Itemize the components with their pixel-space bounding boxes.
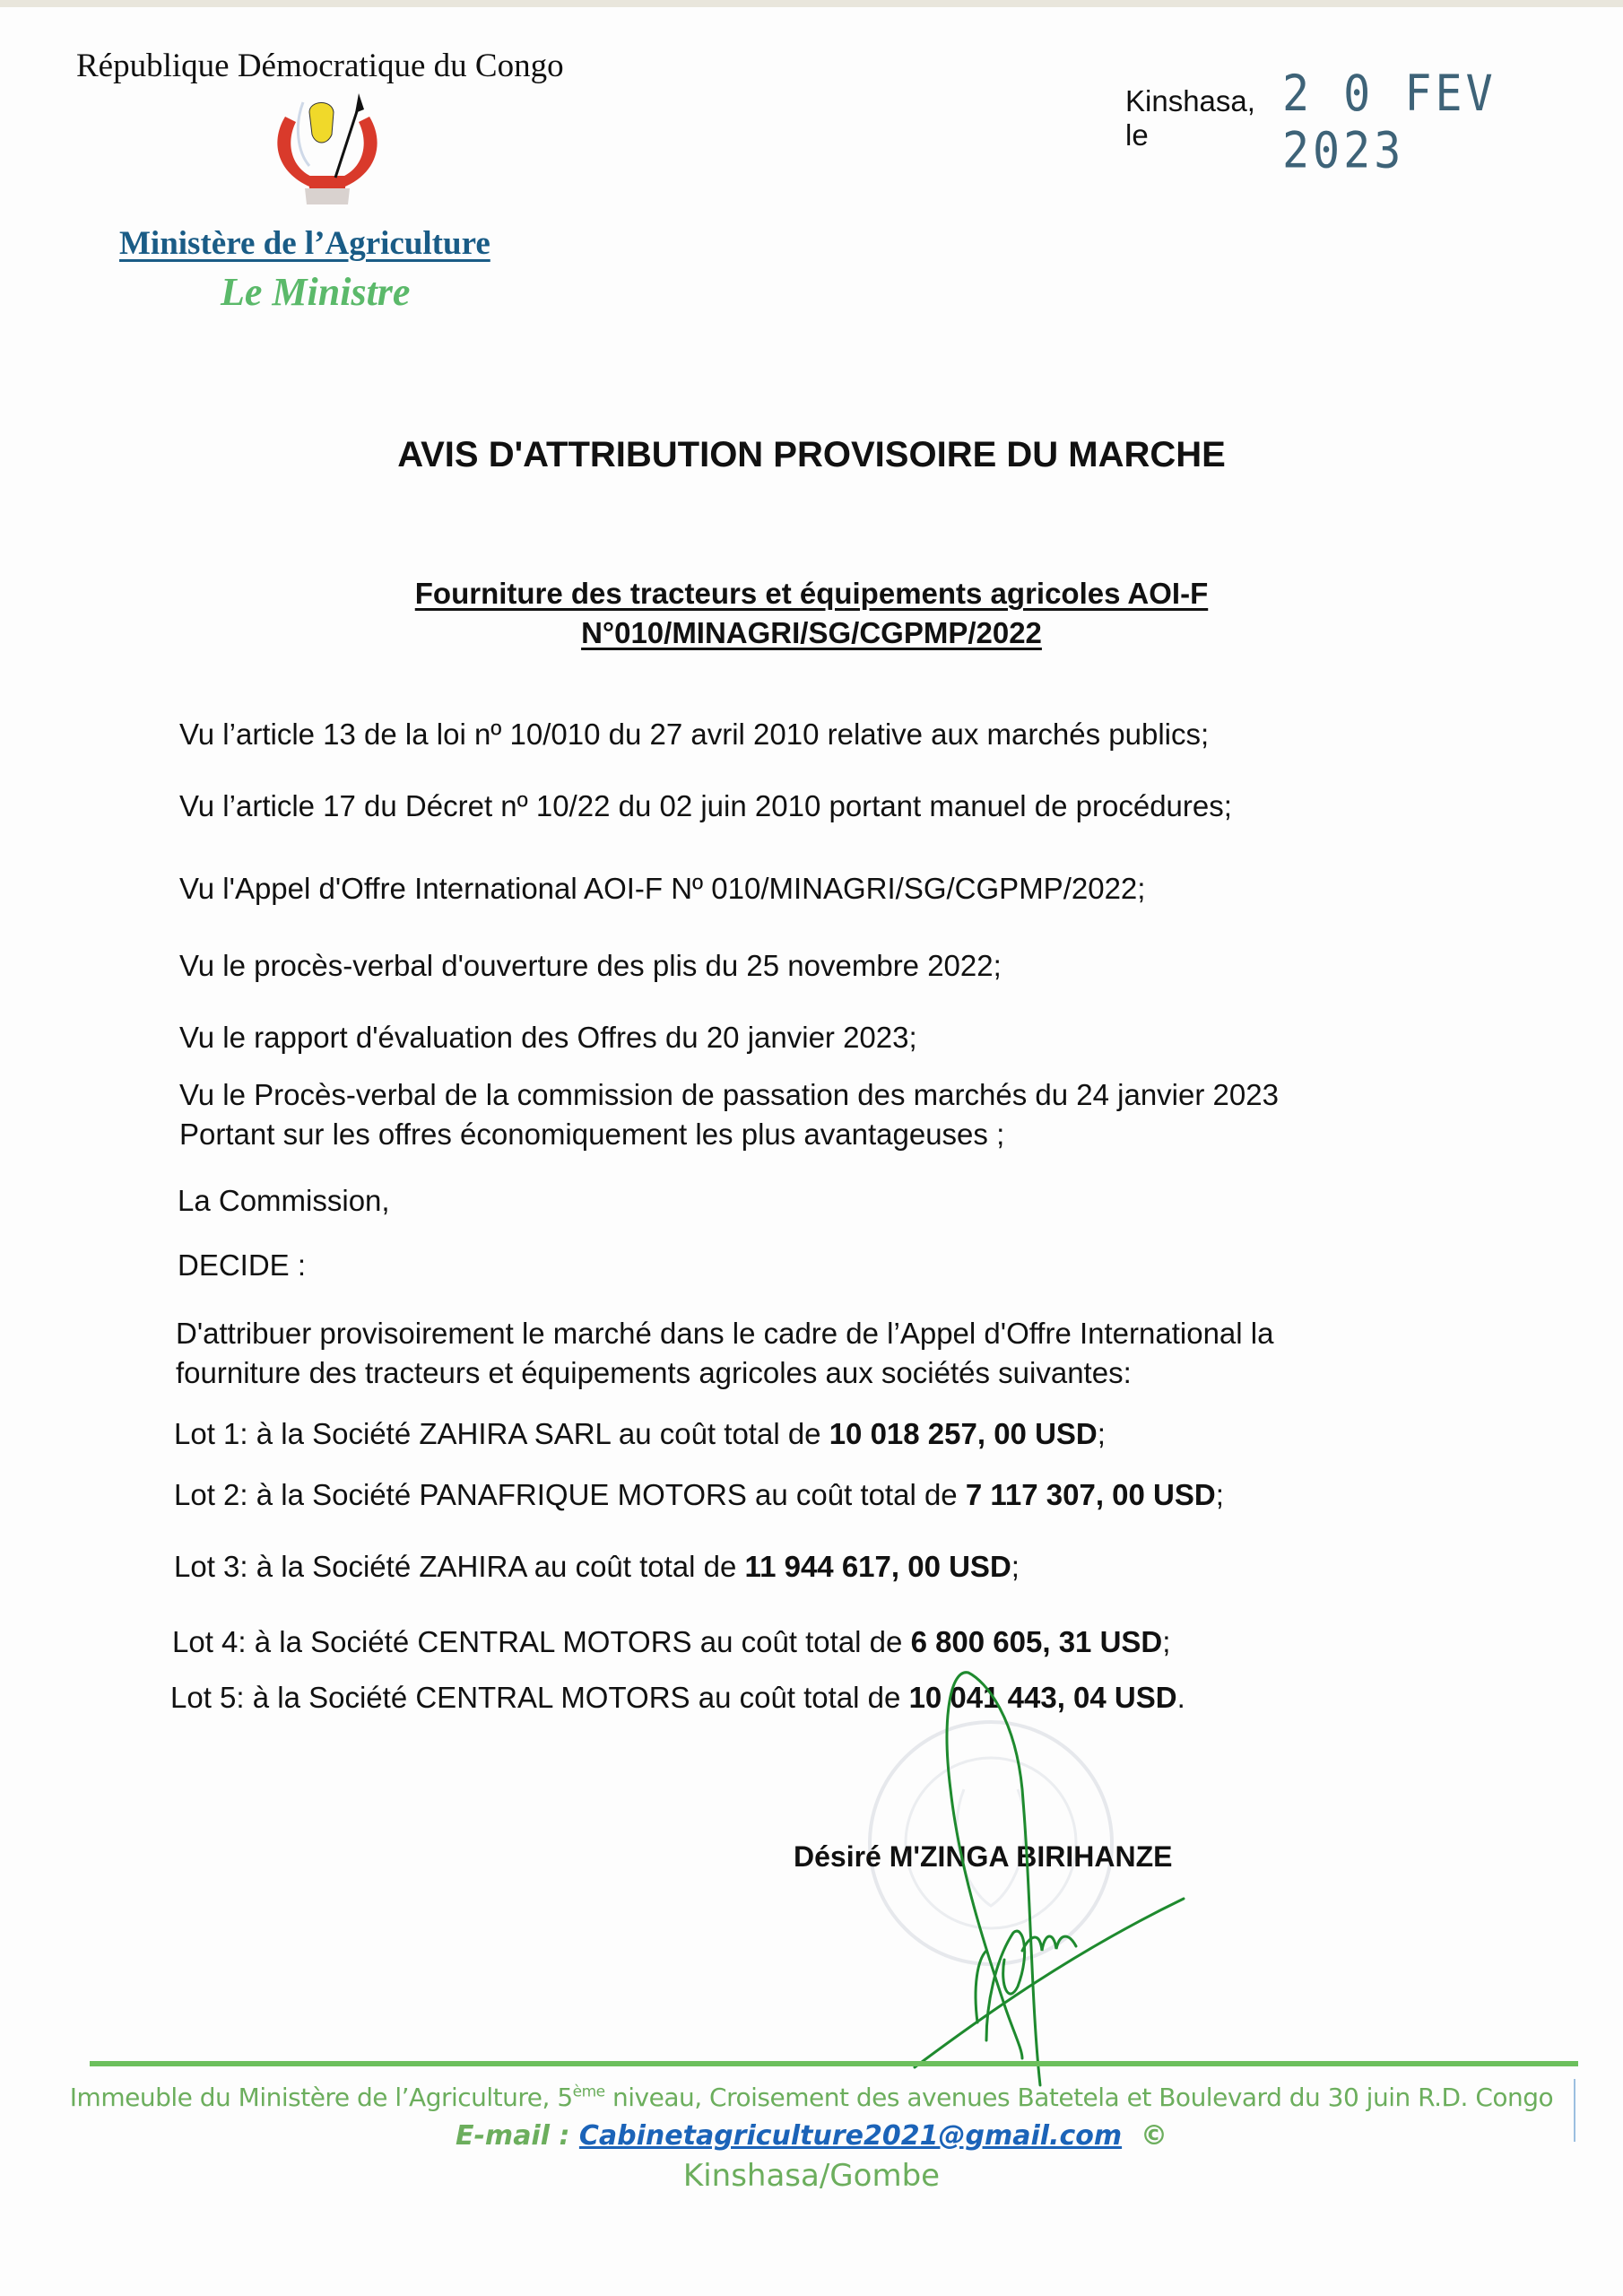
footer-email-line — [0, 2120, 1623, 2152]
lot-amount: 7 117 307, 00 USD — [965, 1478, 1216, 1511]
lot-amount: 6 800 605, 31 USD — [910, 1625, 1163, 1658]
country-name: République Démocratique du Congo — [76, 48, 564, 84]
footer-city: Kinshasa/Gombe — [682, 2158, 941, 2194]
lot-description: Lot 5: à la Société CENTRAL MOTORS au coût total de — [170, 1681, 909, 1714]
decide-label: DECIDE : — [178, 1248, 307, 1282]
lot-description: Lot 4: à la Société CENTRAL MOTORS au coût total de — [172, 1625, 911, 1658]
consideration-item: Vu l’article 13 de la loi nº 10/010 du 27 avril 2010 relative aux marchés publics; — [179, 718, 1210, 751]
subtitle-line-1: Fourniture des tracteurs et équipements agricoles AOI-F — [414, 577, 1209, 610]
consideration-item: Vu le rapport d'évaluation des Offres du 20 janvier 2023; — [179, 1021, 917, 1054]
decision-line-1: D'attribuer provisoirement le marché dans le cadre de l’Appel d'Offre International la — [176, 1317, 1274, 1350]
document-title: AVIS D'ATTRIBUTION PROVISOIRE DU MARCHE — [397, 435, 1226, 474]
consideration-item: Vu le Procès-verbal de la commission de passation des marchés du 24 janvier 2023 — [179, 1078, 1279, 1111]
date-prefix: Kinshasa, le — [1125, 84, 1255, 152]
lot-description: Lot 1: à la Société ZAHIRA SARL au coût total de — [174, 1417, 829, 1450]
lot-item — [174, 1478, 1224, 1512]
decision-line-2: fourniture des tracteurs et équipements agricoles aux sociétés suivantes: — [176, 1356, 1132, 1389]
email-label: E-mail : — [455, 2120, 579, 2152]
spear-shaft — [335, 106, 359, 178]
coat-of-arms-icon — [260, 90, 395, 208]
consideration-item: Vu l’article 17 du Décret nº 10/22 du 02 juin 2010 portant manuel de procédures; — [179, 789, 1232, 822]
email-link[interactable]: Cabinetagriculture2021@gmail.com — [578, 2120, 1123, 2152]
lot-amount: 10 018 257, 00 USD — [829, 1417, 1098, 1450]
handwritten-signature-icon — [807, 1664, 1202, 2094]
signatory-name: Désiré M'ZINGA BIRIHANZE — [794, 1840, 1173, 1873]
lot-end: ; — [1097, 1417, 1106, 1450]
address-superscript: ème — [572, 2083, 605, 2101]
lot-end: ; — [1011, 1550, 1020, 1583]
consideration-item: Vu le procès-verbal d'ouverture des plis du 25 novembre 2022; — [179, 949, 1002, 982]
address-text: Immeuble du Ministère de l’Agriculture, 5 — [69, 2083, 573, 2112]
emblem-center-ribbon — [309, 176, 345, 188]
spear-head — [355, 93, 364, 113]
emblem-right-ribbon — [341, 117, 378, 188]
copyright-symbol: © — [1141, 2120, 1167, 2152]
footer-rule — [90, 2061, 1578, 2066]
emblem-base — [305, 188, 350, 204]
date-line — [1125, 65, 1623, 179]
address-text-continued: niveau, Croisement des avenues Batetela et Boulevard du 30 juin R.D. Congo — [604, 2083, 1554, 2112]
commission-label: La Commission, — [178, 1184, 390, 1217]
lot-end: ; — [1215, 1478, 1224, 1511]
elephant-tusk — [298, 102, 309, 166]
lot-description: Lot 2: à la Société PANAFRIQUE MOTORS au coût total de — [174, 1478, 966, 1511]
lot-item — [174, 1550, 1020, 1584]
lot-amount: 10 041 443, 04 USD — [908, 1681, 1177, 1714]
subtitle-line-2: N°010/MINAGRI/SG/CGPMP/2022 — [581, 616, 1042, 649]
lot-description: Lot 3: à la Société ZAHIRA au coût total de — [174, 1550, 745, 1583]
footer-address — [0, 2083, 1623, 2112]
emblem-left-ribbon — [277, 117, 314, 188]
scan-edge — [0, 0, 1623, 7]
office-title: Le Ministre — [221, 270, 411, 314]
consideration-item: Portant sur les offres économiquement les plus avantageuses ; — [179, 1118, 1005, 1151]
consideration-item: Vu l'Appel d'Offre International AOI-F Nº 010/MINAGRI/SG/CGPMP/2022; — [179, 872, 1146, 905]
leopard-head — [309, 102, 334, 143]
ministry-name: Ministère de l’Agriculture — [119, 225, 490, 262]
date-stamp: 2 0 FEV 2023 — [1281, 65, 1497, 179]
lot-end: . — [1176, 1681, 1185, 1714]
lot-item — [172, 1625, 1170, 1659]
lot-item — [174, 1417, 1106, 1451]
lot-end: ; — [1162, 1625, 1171, 1658]
lot-amount: 11 944 617, 00 USD — [744, 1550, 1011, 1583]
document-subtitle — [0, 574, 1623, 653]
